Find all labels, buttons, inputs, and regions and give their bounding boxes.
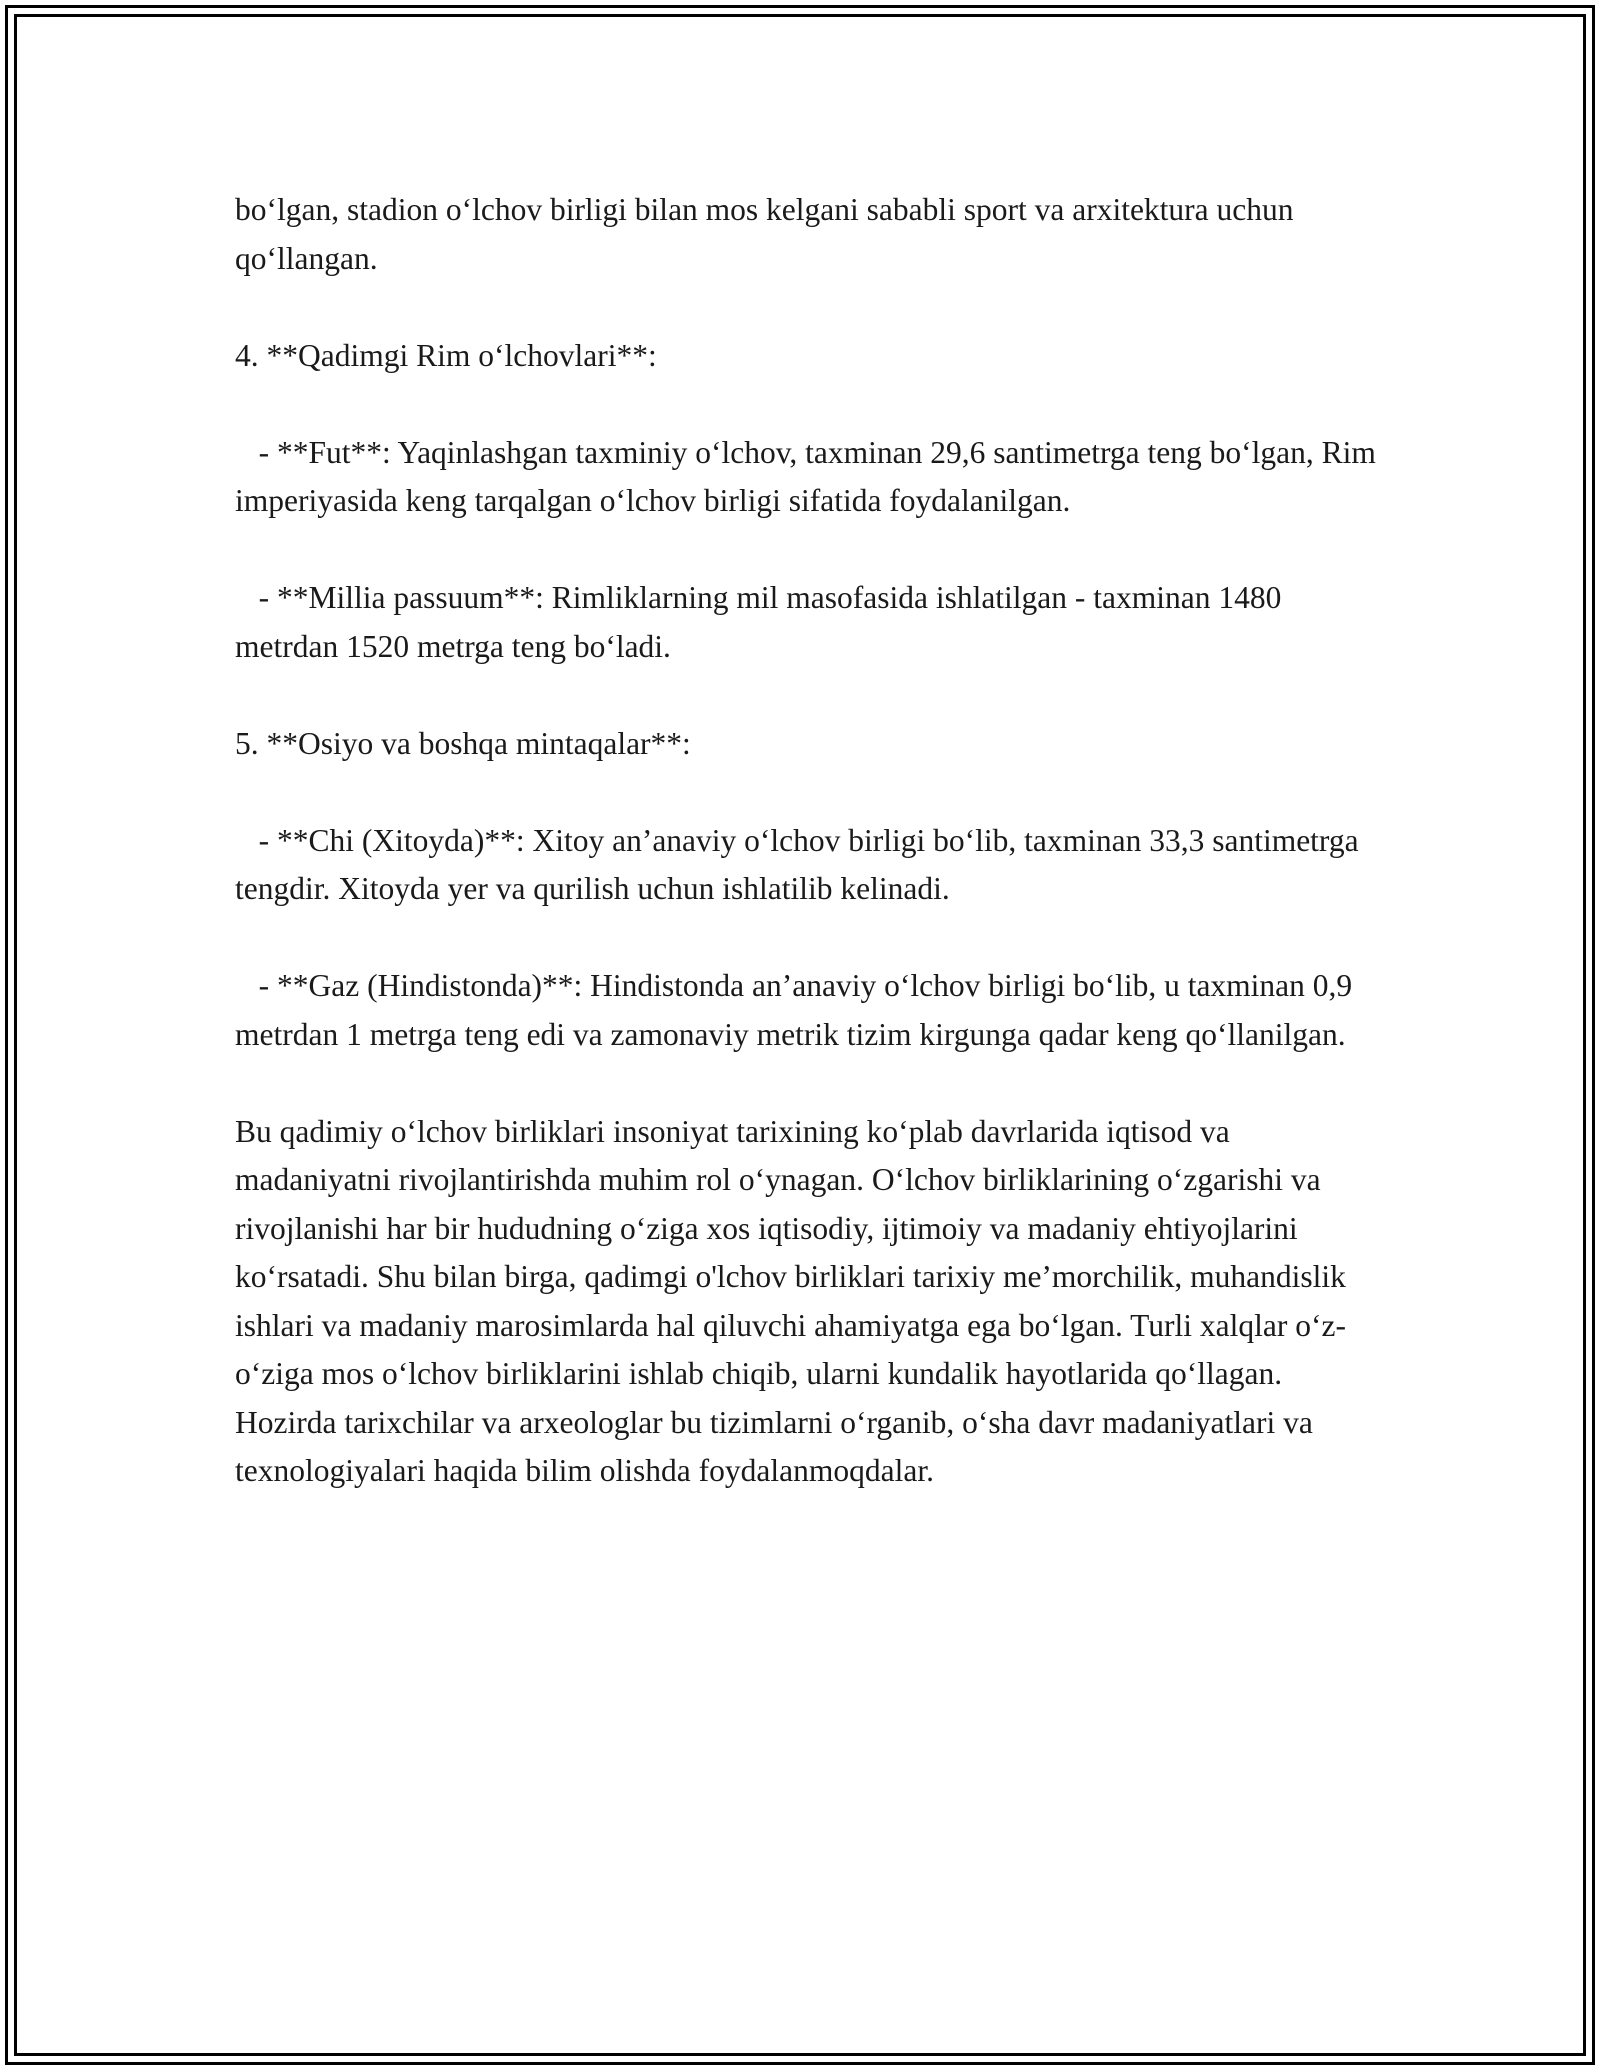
paragraph-stadion-continuation: bo‘lgan, stadion o‘lchov birligi bilan mos kelgani sababli sport va arxitektura uchun qo‘llangan. <box>235 192 1302 276</box>
paragraph-conclusion: Bu qadimiy o‘lchov birliklari insoniyat tarixining ko‘plab davrlarida iqtisod va madaniyatni rivojlantirishda muhim rol o‘ynagan. O‘lchov birliklarining o‘zgarishi va rivojlanishi har bir hududning o‘ziga xos iqtisodiy, ijtimoiy va madaniy ehtiyojlarini ko‘rsatadi. Shu bilan birga, qadimgi o'lchov birliklari tarixiy me’morchilik, muhandislik ishlari va madaniy marosimlarda hal qiluvchi ahamiyatga ega bo‘lgan. Turli xalqlar o‘z-o‘ziga mos o‘lchov birliklarini ishlab chiqib, ularni kundalik hayotlarida qo‘llagan. Hozirda tarixchilar va arxeologlar bu tizimlarni o‘rganib, o‘sha davr madaniyatlari va texnologiyalari haqida bilim olishda foydalanmoqdalar. <box>235 1113 1354 1488</box>
list-item-chi: - **Chi (Xitoyda)**: Xitoy an’anaviy o‘lchov birligi bo‘lib, taxminan 33,3 santimetrga tengdir. Xitoyda yer va qurilish uchun ishlatilib kelinadi. <box>235 822 1367 906</box>
list-item-millia-passuum: - **Millia passuum**: Rimliklarning mil masofasida ishlatilgan - taxminan 1480 metrdan 1520 metrga teng bo‘ladi. <box>235 580 1290 664</box>
list-item-gaz: - **Gaz (Hindistonda)**: Hindistonda an’anaviy o‘lchov birligi bo‘lib, u taxminan 0,9 metrdan 1 metrga teng edi va zamonaviy metrik tizim kirgunga qadar keng qo‘llanilgan. <box>235 968 1361 1052</box>
section-heading-asia: 5. **Osiyo va boshqa mintaqalar**: <box>235 725 691 761</box>
document-body <box>235 186 1385 1496</box>
list-item-fut: - **Fut**: Yaqinlashgan taxminiy o‘lchov, taxminan 29,6 santimetrga teng bo‘lgan, Rim imperiyasida keng tarqalgan o‘lchov birligi sifatida foydalanilgan. <box>235 434 1384 518</box>
section-heading-rome: 4. **Qadimgi Rim o‘lchovlari**: <box>235 337 657 373</box>
